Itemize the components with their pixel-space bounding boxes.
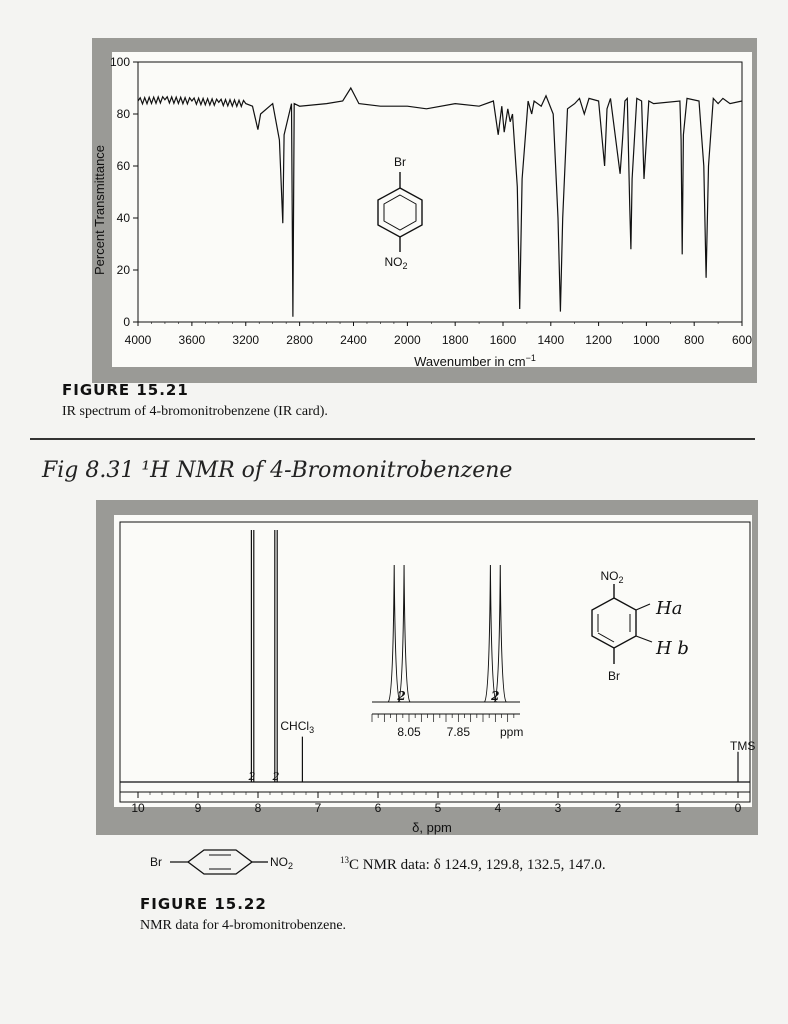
nmr-x-tick-label: 0 (734, 801, 742, 815)
ir-x-tick-label: 800 (684, 333, 705, 347)
nmr-x-tick-label: 8 (254, 801, 262, 815)
ir-x-tick-label: 2000 (394, 333, 421, 347)
nmr-x-axis-label: δ, ppm (412, 820, 452, 835)
inset-peak (388, 565, 400, 702)
nmr-axes-box (120, 522, 750, 802)
nmr-structure-hb: H b (656, 638, 689, 659)
nmr-x-tick-label: 5 (434, 801, 442, 815)
nmr-x-tick-label: 1 (674, 801, 682, 815)
ir-x-tick-label: 1000 (633, 333, 660, 347)
ir-y-tick-label: 0 (123, 315, 130, 329)
nmr-integration-label: 2 (248, 770, 256, 783)
nmr-x-tick-label: 9 (194, 801, 202, 815)
inset-peak (398, 565, 410, 702)
inset-integration-label: 2 (491, 689, 500, 703)
ir-x-tick-label: 1200 (585, 333, 612, 347)
inset-peak (484, 565, 496, 702)
inset-x-axis-label: ppm (500, 725, 524, 739)
nmr-structure-right (592, 569, 689, 683)
c13-nmr-data: $^{13}$C NMR data: δ 124.9, 129.8, 132.5, 147.0. (340, 855, 606, 873)
ir-figure-caption: IR spectrum of 4-bromonitrobenzene (IR card). (62, 404, 328, 419)
ir-figure-label: FIGURE 15.21 (62, 381, 189, 399)
ir-x-tick-label: 1400 (537, 333, 565, 347)
ir-y-tick-label: 40 (116, 211, 130, 225)
ir-x-tick-label: 1800 (441, 333, 469, 347)
inset-integration-label: 2 (397, 689, 406, 703)
ir-structure-br: Br (394, 155, 406, 169)
nmr-x-tick-label: 2 (614, 801, 622, 815)
ir-y-axis-label: Percent Transmittance (92, 144, 107, 276)
ir-structure-no2: $NO_2$ (384, 255, 408, 271)
ir-y-tick-label: 100 (109, 55, 130, 69)
nmr-x-tick-label: 7 (314, 801, 322, 815)
nmr-x-tick-label: 6 (374, 801, 382, 815)
ir-y-tick-label: 20 (116, 263, 130, 277)
nmr-annotation-chcl: CHCl$_3$ (280, 719, 315, 735)
bottom-structure-no2: $NO_2$ (270, 855, 294, 871)
inset-peak (494, 565, 506, 702)
ir-x-tick-label: 3200 (232, 333, 260, 347)
ir-x-tick-label: 4000 (124, 333, 152, 347)
nmr-x-tick-label: 3 (554, 801, 562, 815)
ir-x-axis-label: Wavenumber in $cm^{-1}$ (414, 353, 536, 369)
nmr-structure-no2: $NO_2$ (600, 569, 624, 585)
ir-y-tick-label: 80 (116, 107, 130, 121)
nmr-x-tick-label: 10 (131, 801, 145, 815)
nmr-figure-label: FIGURE 15.22 (140, 895, 267, 913)
nmr-x-tick-label: 4 (494, 801, 502, 815)
nmr-figure-caption: NMR data for 4-bromonitrobenzene. (140, 918, 347, 933)
ir-x-tick-label: 2400 (340, 333, 367, 347)
nmr-bottom-structure (150, 850, 293, 874)
ir-x-tick-label: 3600 (178, 333, 206, 347)
nmr-structure-br: Br (608, 669, 620, 683)
nmr-structure-ha: Ha (656, 598, 683, 619)
nmr-annotation-tms: TMS (730, 739, 756, 753)
inset-x-tick-label: 8.05 (397, 725, 421, 739)
ir-x-tick-label: 600 (731, 333, 753, 347)
nmr-handwritten-title: Fig 8.31 ¹H NMR of 4-Bromonitrobenzene (42, 458, 513, 483)
inset-x-tick-label: 7.85 (446, 725, 471, 739)
ir-y-tick-label: 60 (116, 159, 130, 173)
ir-x-tick-label: 2800 (286, 333, 313, 347)
bottom-structure-br: Br (150, 855, 162, 869)
ir-x-tick-label: 1600 (489, 333, 517, 347)
nmr-integration-label: 2 (272, 770, 280, 783)
